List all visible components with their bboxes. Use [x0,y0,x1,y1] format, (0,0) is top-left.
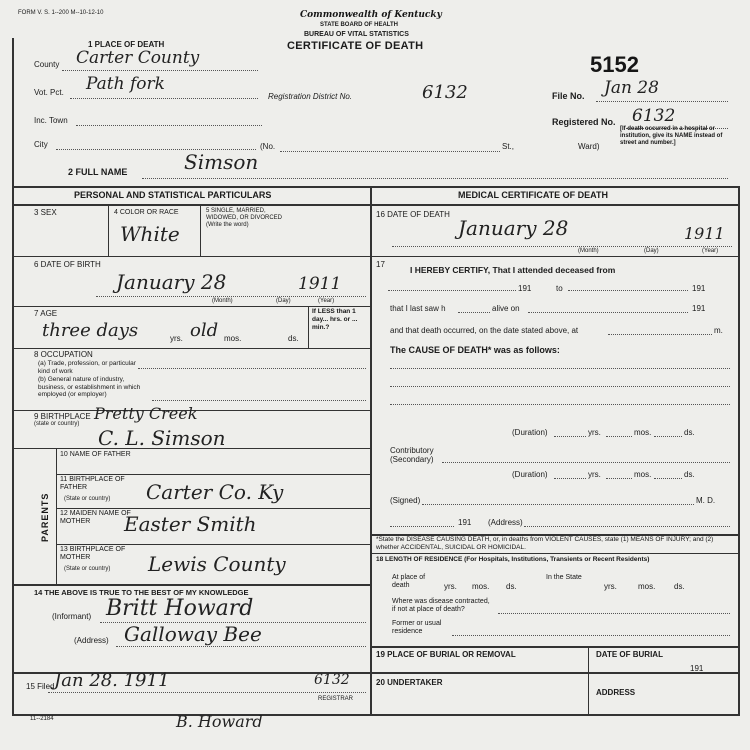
residence-ds-2: ds. [674,582,685,591]
occurred-m-label: m. [714,326,723,335]
certificate-form [12,8,740,716]
certificate-title: CERTIFICATE OF DEATH [287,40,424,52]
residence-yrs-1: yrs. [444,582,457,591]
sex-label: 3 SEX [34,208,57,217]
file-no-value: Jan 28 [604,78,659,98]
father-birthplace-sub: (State or country) [64,496,111,502]
duration-yrs-1: yrs. [588,428,601,437]
mother-birthplace-value: Lewis County [148,552,286,576]
full-name-label: 2 FULL NAME [68,167,128,177]
duration-ds-1: ds. [684,428,695,437]
birthplace-value: Pretty Creek [94,404,198,423]
personal-section-title: PERSONAL AND STATISTICAL PARTICULARS [74,190,272,200]
age-mos-label: mos. [224,334,242,343]
form-code: FORM V. S. 1--200 M--10-12-10 [18,10,104,16]
certify-191-1: 191 [518,284,532,293]
at-place-label: At place of death [392,574,426,589]
birthplace-sub-label: (state or country) [34,421,80,427]
undertaker-address-label: ADDRESS [596,688,636,697]
dod-day-label: (Day) [644,248,659,254]
full-name-value: Simson [184,150,259,174]
dod-label: 16 DATE OF DEATH [376,210,450,219]
dod-month-label: (Month) [578,248,599,254]
duration-ds-2: ds. [684,470,695,479]
residence-ds-1: ds. [506,582,517,591]
dob-month-label: (Month) [212,298,233,304]
board-title: STATE BOARD OF HEALTH [320,22,398,28]
informant-label: (Informant) [52,612,92,621]
residence-label: 18 LENGTH OF RESIDENCE (For Hospitals, Institutions, Transients or Recent Residents) [376,556,650,563]
signed-md-label: M. D. [696,496,716,505]
father-name-value: C. L. Simson [98,426,226,450]
city-label: City [34,140,48,149]
duration-yrs-2: yrs. [588,470,601,479]
parents-label: PARENTS [40,492,50,542]
registrar-label: REGISTRAR [318,696,354,702]
age-less-label: If LESS than 1 day... hrs. or ... min.? [312,308,358,331]
true-knowledge-label: 14 THE ABOVE IS TRUE TO THE BEST OF MY KNOWLEDGE [34,588,249,597]
form-number: 11--2184 [30,716,54,722]
father-birthplace-value: Carter Co. Ky [146,480,284,504]
age-ds-label: ds. [288,334,299,343]
residence-mos-2: mos. [638,582,656,591]
father-name-label: 10 NAME OF FATHER [60,451,131,458]
mother-birthplace-sub: (State or country) [64,566,111,572]
age-value: three days [42,320,139,341]
in-the-state-label: In the State [546,574,582,581]
duration-mos-1: mos. [634,428,652,437]
occupation-b-label: (b) General nature of industry, business, or establishment in which employed (or employer) [38,376,141,398]
where-contracted-label: Where was disease contracted, if not at place of death? [392,598,490,613]
dod-year: 1911 [684,224,725,243]
mother-name-value: Easter Smith [124,512,257,536]
dob-value: January 28 [116,270,227,294]
residence-yrs-2: yrs. [604,582,617,591]
burial-191: 191 [690,664,704,673]
undertaker-label: 20 UNDERTAKER [376,678,443,687]
st-label: St., [502,142,515,151]
saw-text: that I last saw h [390,304,446,313]
vot-pct-label: Vot. Pct. [34,88,64,97]
duration-label-1: (Duration) [512,428,548,437]
medical-section-title: MEDICAL CERTIFICATE OF DEATH [458,190,608,200]
informant-address-value: Galloway Bee [124,622,262,646]
certify-to-label: to [556,284,563,293]
father-birthplace-label: 11 BIRTHPLACE OF FATHER [60,476,125,491]
certify-191-2: 191 [692,284,706,293]
address-label: (Address) [74,636,109,645]
registered-no-label: Registered No. [552,117,616,127]
dob-year-label: (Year) [318,298,335,304]
registration-district-label: Registration District No. [268,92,353,101]
registration-district-value: 6132 [422,82,468,103]
former-residence-label: Former or usual residence [392,620,442,635]
bureau-title: BUREAU OF VITAL STATISTICS [304,31,409,38]
medical-address-label: (Address) [488,518,523,527]
date-burial-label: DATE OF BURIAL [596,650,663,659]
medical-191-4: 191 [458,518,472,527]
left-border [12,38,14,714]
secondary-label: (Secondary) [390,455,434,464]
inc-town-label: Inc. Town [34,116,68,125]
occupation-a-label: (a) Trade, profession, or particular kind of work [38,360,136,375]
place-of-death-label: 1 PLACE OF DEATH [88,40,165,49]
dod-value: January 28 [458,216,569,240]
dob-day-label: (Day) [276,298,291,304]
ward-label: Ward) [578,142,600,151]
duration-label-2: (Duration) [512,470,548,479]
dod-year-label: (Year) [702,248,719,254]
vot-pct-value: Path fork [86,74,165,94]
registered-no-value: 6132 [632,106,676,126]
occurred-text: and that death occurred, on the date stated above, at [390,326,579,335]
violent-cause-note: *State the DISEASE CAUSING DEATH, or, in deaths from VIOLENT CAUSES, state (1) MEANS OF INJURY; and (2) whether ACCIDENTAL, SUICIDAL OR HOMICIDAL. [376,536,714,551]
hospital-note: [If death occurred in a hospital or institution, give its NAME instead of street and number.] [620,126,723,146]
occupation-label: 8 OCCUPATION [34,350,93,359]
duration-mos-2: mos. [634,470,652,479]
cause-text: The CAUSE OF DEATH* was as follows: [390,345,560,355]
county-value: Carter County [76,48,200,68]
certify-text: I HEREBY CERTIFY, That I attended deceased from [410,265,616,275]
contributory-label: Contributory [390,446,434,455]
age-yrs-label: yrs. [170,334,183,343]
file-no-label: File No. [552,91,585,101]
dob-label: 6 DATE OF BIRTH [34,260,101,269]
no-label: (No. [260,142,276,151]
mother-birthplace-label: 13 BIRTHPLACE OF MOTHER [60,546,126,561]
signed-label: (Signed) [390,496,421,505]
dob-year: 1911 [298,274,342,294]
marital-label: 5 SINGLE, MARRIED, WIDOWED, OR DIVORCED (Write the word) [206,208,282,228]
county-label: County [34,60,60,69]
mother-name-label: 12 MAIDEN NAME OF MOTHER [60,510,131,525]
residence-mos-1: mos. [472,582,490,591]
filed-value: Jan 28. 1911 [54,670,170,691]
filed-label: 15 Filed [26,682,55,691]
certify-191-3: 191 [692,304,706,313]
color-value: White [120,222,180,246]
commonwealth-title: Commonwealth of Kentucky [300,10,442,20]
burial-label: 19 PLACE OF BURIAL OR REMOVAL [376,650,516,659]
age-label: 7 AGE [34,309,58,318]
informant-value: Britt Howard [106,596,254,621]
birthplace-label: 9 BIRTHPLACE [34,412,91,421]
age-old: old [190,320,219,341]
footer-signature: B. Howard [176,712,263,731]
color-label: 4 COLOR OR RACE [114,209,179,216]
alive-text: alive on [492,304,520,313]
certify-number: 17 [376,260,385,269]
registrar-number: 6132 [314,672,350,688]
certificate-number: 5152 [590,52,639,77]
